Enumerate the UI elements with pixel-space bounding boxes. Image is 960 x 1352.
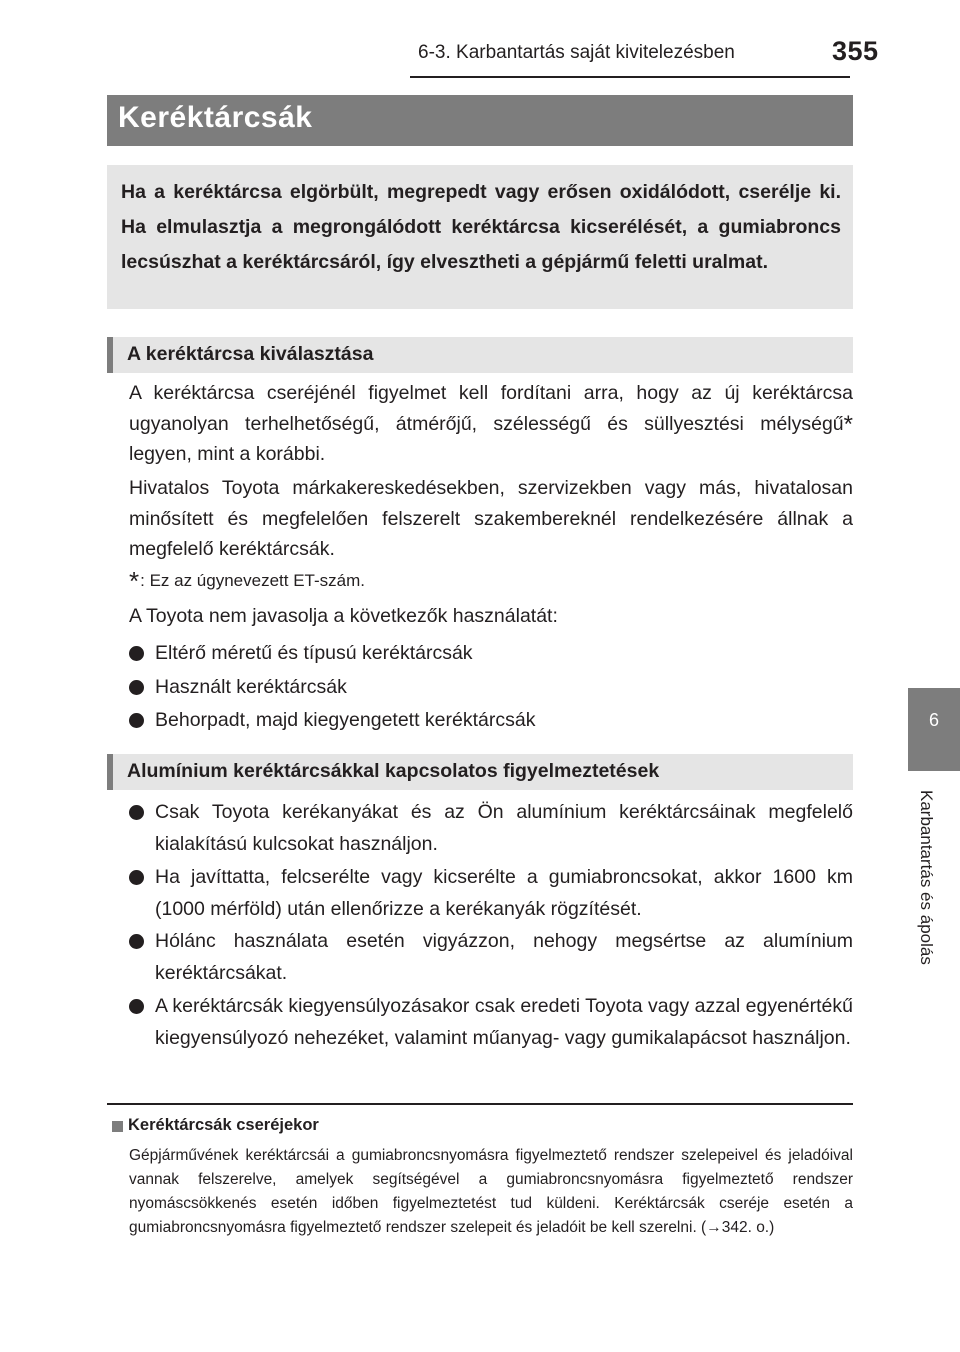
bullet-icon: [129, 999, 144, 1014]
footnote: [129, 566, 365, 597]
section-accent: [107, 337, 113, 373]
list-item-text: Ha javíttatta, felcserélte vagy kicserélte a gumiabroncsokat, akkor 1600 km (1000 mérföld) után ellenőrizze a kerékanyák rögzítését.: [155, 866, 853, 920]
note-body: Gépjárművének keréktárcsái a gumiabroncsnyomásra figyelmeztető rendszer szelepeivel és jeladóival vannak felszerelve, amelyek segítségével a gumiabroncsnyomásra figyelmeztető rendszer nyomáscsökkenés esetén időben figyelmeztetést tud küldeni. Keréktárcsák cseréje esetén a gumiabroncsnyomásra figyelmeztető rendszer szelepeit és jeladóit be kell szerelni. (→342. o.): [129, 1147, 853, 1236]
warning-text: Ha a keréktárcsa elgörbült, megrepedt vagy erősen oxidálódott, cserélje ki. Ha elmulasztja a megrongálódott keréktárcsa kicserélését, a gumiabroncs lecsúszhat a keréktárcsáról, így elvesztheti a gépjármű feletti uralmat.: [121, 181, 841, 273]
bullet-icon: [129, 934, 144, 949]
running-header-section: 6-3. Karbantartás saját kivitelezésben: [418, 42, 735, 63]
section-heading-text: Alumínium keréktárcsákkal kapcsolatos figyelmeztetések: [127, 760, 660, 782]
list-item: [129, 990, 853, 1054]
list-item-text: A keréktárcsák kiegyensúlyozásakor csak eredeti Toyota vagy azzal egyenértékű kiegyensúlyozó nehezéket, valamint műanyag- vagy gumikalapácsot használjon.: [155, 995, 853, 1049]
section-accent: [107, 754, 113, 790]
list-item-text: Eltérő méretű és típusú keréktárcsák: [155, 642, 473, 664]
note-square-icon: [112, 1121, 123, 1132]
paragraph-dealers: Hivatalos Toyota márkakereskedésekben, szervizekben vagy más, hivatalosan minősített és megfelelően felszerelt szakembereknél rendelkezésére állnak a megfelelő keréktárcsák.: [129, 477, 853, 560]
list-item: [129, 925, 853, 989]
paragraph-text: A keréktárcsa cseréjénél figyelmet kell fordítani arra, hogy az új keréktárcsa ugyanolyan terhelhetőségű, átmérőjű, szélességű és süllyesztési mélységű: [129, 382, 853, 435]
list-item: [129, 671, 853, 703]
footnote-text: : Ez az úgynevezett ET-szám.: [140, 571, 365, 590]
list-item-text: Hólánc használata esetén vigyázzon, nehogy megsértse az alumínium keréktárcsákat.: [155, 930, 853, 984]
bullet-icon: [129, 680, 144, 695]
chapter-number: 6: [928, 710, 939, 730]
footnote-star: *: [129, 566, 140, 596]
note-title: Keréktárcsák cseréjekor: [128, 1116, 319, 1134]
list-item-text: Behorpadt, majd kiegyengetett keréktárcsák: [155, 709, 536, 731]
note-divider: [107, 1103, 853, 1105]
list-item: [129, 704, 853, 736]
warning-box: [107, 165, 853, 309]
bullet-icon: [129, 713, 144, 728]
page-number: 355: [832, 36, 879, 66]
paragraph-text-end: legyen, mint a korábbi.: [129, 443, 326, 465]
paragraph-selection: [129, 378, 853, 470]
list-item: [129, 861, 853, 925]
paragraph-not-recommended: A Toyota nem javasolja a következők használatát:: [129, 605, 558, 627]
section-heading-wheel-selection: [107, 337, 853, 373]
section-heading-aluminium-wheels: [107, 754, 853, 790]
header-rule: [410, 76, 850, 78]
list-item: [129, 796, 853, 860]
list-item-text: Használt keréktárcsák: [155, 676, 347, 698]
list-item-text: Csak Toyota kerékanyákat és az Ön alumínium keréktárcsáinak megfelelő kialakítású kulcsokat használjon.: [155, 801, 853, 855]
footnote-marker: *: [843, 410, 853, 438]
list-item: [129, 637, 853, 669]
bullet-icon: [129, 646, 144, 661]
page-title: Keréktárcsák: [118, 101, 313, 134]
bullet-icon: [129, 870, 144, 885]
section-heading-text: A keréktárcsa kiválasztása: [127, 343, 374, 365]
chapter-label: Karbantartás és ápolás: [917, 790, 936, 965]
bullet-icon: [129, 805, 144, 820]
